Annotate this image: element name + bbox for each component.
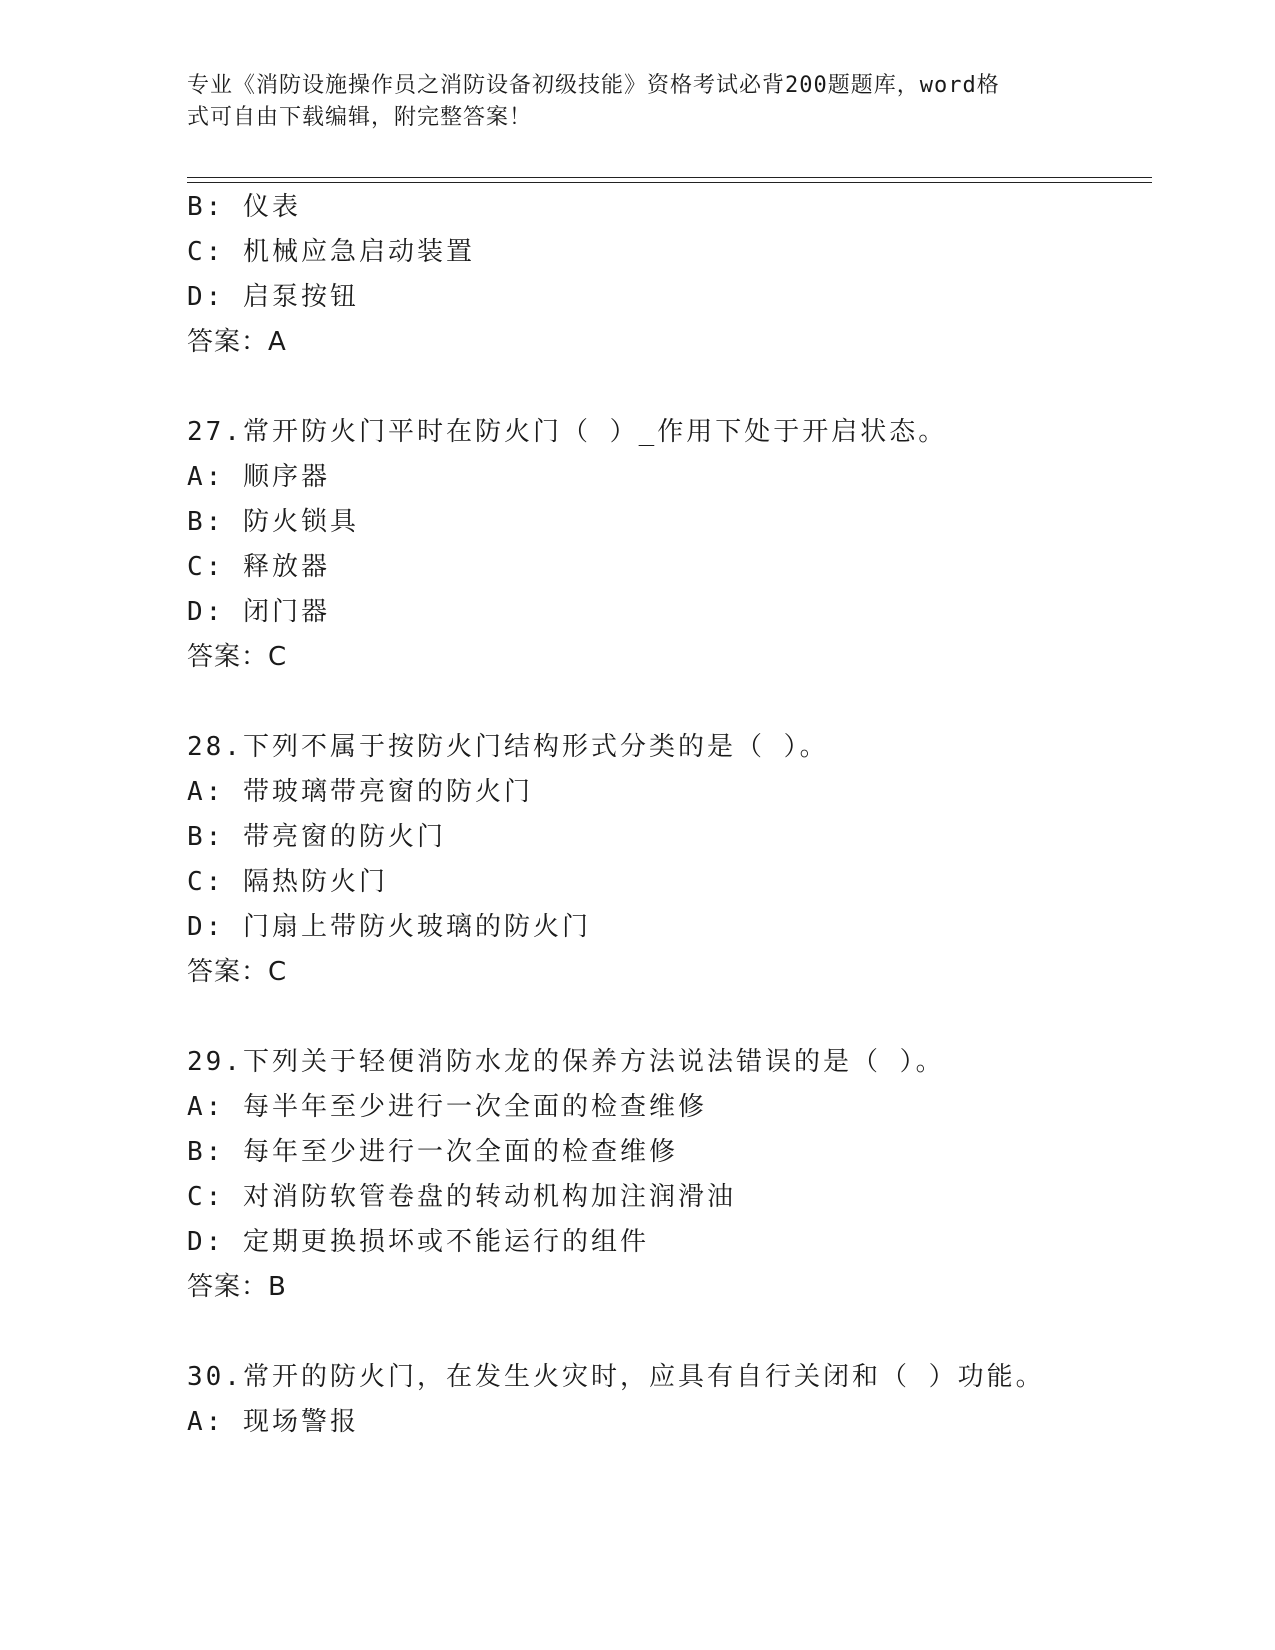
- option-a: A: 带玻璃带亮窗的防火门: [187, 777, 533, 807]
- question-30: 30.常开的防火门，在发生火灾时，应具有自行关闭和（ ）功能。: [187, 1362, 1045, 1392]
- document-header: [187, 70, 1067, 134]
- option-b: B: 仪表: [187, 192, 301, 222]
- option-a: A: 现场警报: [187, 1407, 359, 1437]
- option-c: C: 释放器: [187, 552, 330, 582]
- option-a: A: 顺序器: [187, 462, 330, 492]
- question-27: 27.常开防火门平时在防火门（ ）_作用下处于开启状态。: [187, 417, 948, 447]
- option-a: A: 每半年至少进行一次全面的检查维修: [187, 1092, 707, 1122]
- header-divider-top: [187, 177, 1152, 178]
- answer-line: 答案：C: [187, 957, 288, 987]
- option-c: C: 对消防软管卷盘的转动机构加注润滑油: [187, 1182, 736, 1212]
- answer-line: 答案：C: [187, 642, 288, 672]
- header-line-2: 式可自由下载编辑，附完整答案！: [187, 105, 533, 130]
- answer-line: 答案：B: [187, 1272, 287, 1302]
- header-divider-bottom: [187, 182, 1152, 183]
- question-29: 29.下列关于轻便消防水龙的保养方法说法错误的是（ ）。: [187, 1047, 945, 1077]
- answer-line: 答案：A: [187, 327, 287, 357]
- option-b: B: 每年至少进行一次全面的检查维修: [187, 1137, 678, 1167]
- option-b: B: 防火锁具: [187, 507, 359, 537]
- option-b: B: 带亮窗的防火门: [187, 822, 446, 852]
- option-c: C: 隔热防火门: [187, 867, 388, 897]
- question-28: 28.下列不属于按防火门结构形式分类的是（ ）。: [187, 732, 829, 762]
- option-d: D: 闭门器: [187, 597, 330, 627]
- option-d: D: 门扇上带防火玻璃的防火门: [187, 912, 591, 942]
- option-d: D: 启泵按钮: [187, 282, 359, 312]
- option-c: C: 机械应急启动装置: [187, 237, 475, 267]
- option-d: D: 定期更换损坏或不能运行的组件: [187, 1227, 649, 1257]
- header-line-1: 专业《消防设施操作员之消防设备初级技能》资格考试必背200题题库，word格: [187, 73, 1000, 98]
